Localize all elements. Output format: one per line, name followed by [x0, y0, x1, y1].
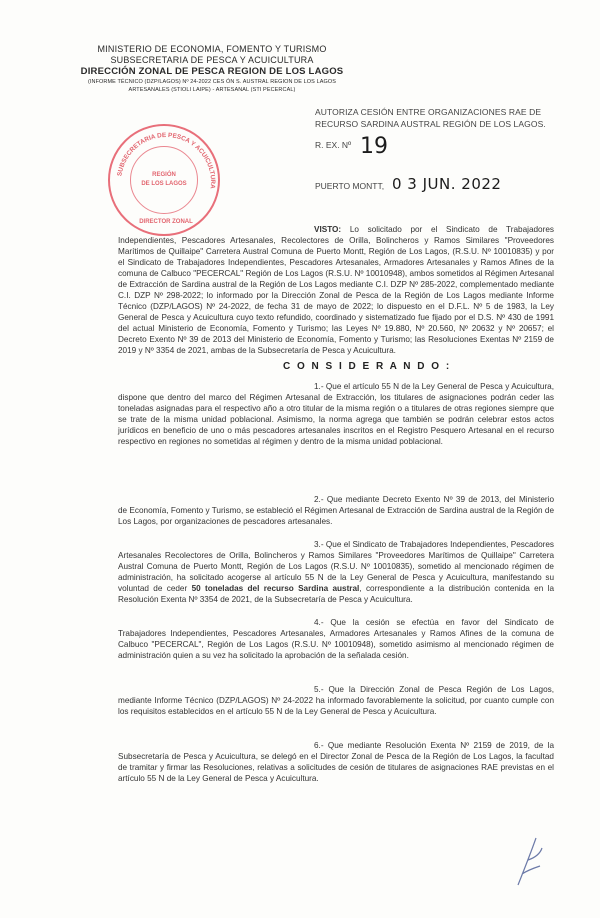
- visto-text: Lo solicitado por el Sindicato de Trabajadores Independientes, Pescadores Artesanales, Recolectores de Orilla, Bolincheros y Ramos Similares "Proveedores Marítimos de Quillaipe" Carretera Austral Comuna de Puerto Montt, Región de Los Lagos, (R.S.U. Nº 10010835) y por el Sindicato de Trabajadores Independientes, Pescadores Artesanales, Armadores Artesanales y Ramos Afines de la comuna de Calbuco "PECERCAL" Región de Los Lagos (R.S.U. Nº 10010948), ambos sometidos al Régimen Artesanal de Extracción de Sardina austral de la Región de Los Lagos mediante C.I. DZP Nº 285-2022, complementado mediante C.I. DZP Nº 298-2022; lo informado por la Dirección Zonal de Pesca de la Región de Los Lagos mediante Informe Técnico (DZP/LAGOS) Nº 24-2022, de fecha 31 de mayo de 2022; lo dispuesto en el D.F.L. Nº 5 de 1983, la Ley General de Pesca y Acuicultura cuyo texto refundido, coordinado y sistematizado fue fijado por el D.S. Nº 430 de 1991 del actual Ministerio de Economía, Fomento y Turismo; las Leyes Nº 19.880, Nº 20.560, Nº 20632 y Nº 20657; el Decreto Exento Nº 39 de 2013 del Ministerio de Economía, Fomento y Turismo; las Resoluciones Exentas Nº 2159 de 2019 y Nº 3354 de 2021, ambas de la Subsecretaría de Pesca y Acuicultura.: [118, 225, 554, 355]
- considerando-heading: C O N S I D E R A N D O :: [283, 361, 452, 372]
- date-stamp: 0 3 JUN. 2022: [392, 175, 502, 193]
- considerando-item-5: 5.- Que la Dirección Zonal de Pesca Región de Los Lagos, mediante Informe Técnico (DZP/LAGOS) Nº 24-2022 ha informado favorablemente la solicitud, por cuanto cumple con los requisitos establecidos en el artículo 55 N de la Ley General de Pesca y Acuicultura.: [118, 685, 554, 716]
- stamp-bottom-text: DIRECTOR ZONAL: [139, 219, 193, 225]
- ministry-line: MINISTERIO DE ECONOMIA, FOMENTO Y TURISMO: [97, 44, 327, 54]
- considerando-item-1: 1.- Que el artículo 55 N de la Ley General de Pesca y Acuicultura, dispone que dentro del marco del Régimen Artesanal de Extracción, los titulares de asignaciones podrán ceder las toneladas asignadas para el respectivo año a otro titular de la misma región o a titulares de otras regiones siempre que se trate de la misma unidad poblacional. Asimismo, la norma agrega que también se podrán celebrar estos actos jurídicos en beneficio de uno o más pescadores artesanales inscritos en el Registro Pesquero Artesanal en el recurso respectivo en regiones no sometidas al régimen y dentro de la misma unidad poblacional.: [118, 382, 554, 446]
- stamp-region-name: DE LOS LAGOS: [141, 181, 187, 187]
- stamp-region: REGIÓN: [152, 172, 176, 178]
- place: PUERTO MONTT,: [315, 181, 385, 191]
- visto-lead: VISTO:: [314, 225, 342, 234]
- considerando-item-6: 6.- Que mediante Resolución Exenta Nº 2159 de 2019, de la Subsecretaría de Pesca y Acuicultura, se delegó en el Director Zonal de Pesca de la Región de Los Lagos, la facultad de tramitar y firmar las Resoluciones, relativas a solicitudes de cesión de titulares de asignaciones RAE previstas en el artículo 55 N de la Ley General de Pesca y Acuicultura.: [118, 741, 554, 783]
- initials-signature: [510, 830, 550, 890]
- considerando-item-4: 4.- Que la cesión se efectúa en favor del Sindicato de Trabajadores Independientes, Pescadores Artesanales, Armadores Artesanales y Ramos Afines de la comuna de Calbuco "PECERCAL", Región de Los Lagos (R.S.U. Nº 10010948), sometido asimismo al mencionado régimen de administración quien a su vez ha solicitado la aprobación de la señalada cesión.: [118, 618, 554, 660]
- subsecretaria-line: SUBSECRETARIA DE PESCA Y ACUICULTURA: [110, 55, 314, 65]
- parties-ref-line: ARTESANALES (STIOLI LAIPE) - ARTESANAL (STI PECERCAL): [128, 87, 296, 93]
- resolution-number: 19: [360, 134, 388, 159]
- resolution-subject: AUTORIZA CESIÓN ENTRE ORGANIZACIONES RAE DE RECURSO SARDINA AUSTRAL REGIÓN DE LOS LAGOS.: [315, 107, 546, 129]
- visto-paragraph: [118, 224, 554, 356]
- report-ref-line: (INFORME TÉCNICO (DZP/LAGOS) Nº 24-2022 CES ÓN S. AUSTRAL REGION DE LOS LAGOS: [87, 79, 337, 85]
- svg-text:SUBSECRETARIA DE PESCA Y ACUIC: SUBSECRETARIA DE PESCA Y ACUICULTURA: [116, 131, 217, 190]
- ceded-amount: 50 toneladas del recurso Sardina austral: [191, 584, 360, 593]
- resolution-label: R. EX. Nº: [315, 140, 352, 150]
- considerando-item-3: 3.- Que el Sindicato de Trabajadores Independientes, Pescadores Artesanales Recolectores de Orilla, Bolincheros y Ramos Similares "Proveedores Marítimos de Quillaipe" Carretera Austral Comuna de Puerto Montt, Región de Los Lagos (R.S.U. Nº 10010835), sometido al mencionado régimen de administración, ha solicitado acogerse al artículo 55 N de la Ley General de Pesca y Acuicultura, manifestando su voluntad de ceder 50 toneladas del recurso Sardina austral, correspondiente a la distribución contenida en la Resolución Exenta Nº 3354 de 2021, de la Subsecretaría de Pesca y Acuicultura.: [118, 540, 554, 604]
- stamp-center: [130, 146, 198, 214]
- official-stamp: [108, 124, 220, 236]
- letterhead: [62, 44, 362, 94]
- considerando-item-2: 2.- Que mediante Decreto Exento Nº 39 de 2013, del Ministerio de Economía, Fomento y Turismo, se estableció el Régimen Artesanal de Extracción de Sardina austral de la Región de Los Lagos, por organizaciones de pescadores artesanales.: [118, 495, 554, 526]
- direction-line: DIRECCIÓN ZONAL DE PESCA REGION DE LOS LAGOS: [80, 66, 344, 77]
